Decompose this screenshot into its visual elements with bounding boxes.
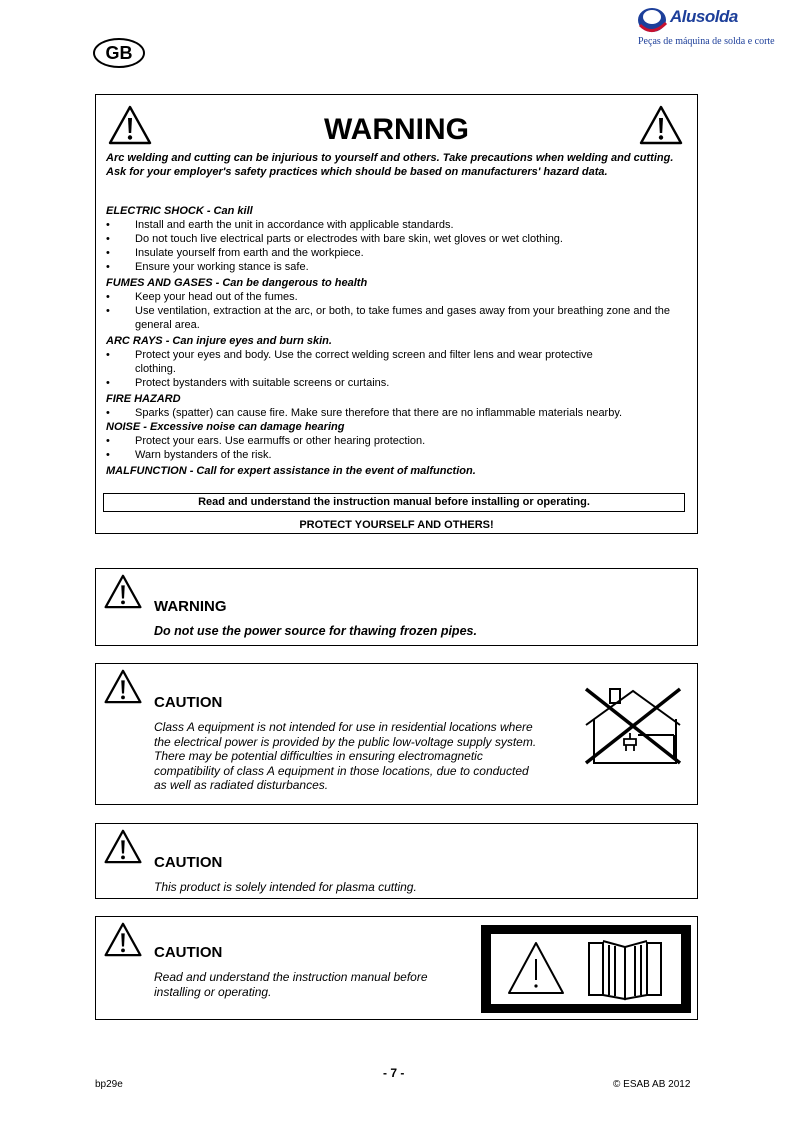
read-manual-banner: Read and understand the instruction manual before installing or operating. bbox=[103, 493, 685, 512]
list-item: • Use ventilation, extraction at the arc, or both, to take fumes and gases away from your breathing zone and the general area. bbox=[106, 304, 691, 332]
warning-triangle-icon bbox=[103, 668, 143, 705]
warning-triangle-icon bbox=[103, 573, 143, 610]
plasma-caution-text: This product is solely intended for plasma cutting. bbox=[154, 880, 417, 894]
list-item: • Sparks (spatter) can cause fire. Make sure therefore that there are no inflammable materials nearby. bbox=[106, 406, 691, 420]
section-heading: NOISE - Excessive noise can damage hearing bbox=[106, 421, 345, 433]
pipes-warning-text: Do not use the power source for thawing frozen pipes. bbox=[154, 624, 477, 638]
logo-subtitle: Peças de máquina de solda e corte bbox=[638, 36, 775, 47]
text-line: Class A equipment is not intended for use in residential locations where bbox=[154, 720, 533, 734]
list-item: • Warn bystanders of the risk. bbox=[106, 448, 691, 462]
malfunction-note: MALFUNCTION - Call for expert assistance in the event of malfunction. bbox=[106, 465, 476, 477]
read-manual-pictogram-icon bbox=[481, 925, 691, 1013]
section-heading: ARC RAYS - Can injure eyes and burn skin. bbox=[106, 335, 332, 347]
text-line: installing or operating. bbox=[154, 984, 272, 999]
section-heading: FUMES AND GASES - Can be dangerous to health bbox=[106, 277, 368, 289]
text-line: compatibility of class A equipment in those locations, due to conducted bbox=[154, 763, 529, 778]
list-item: • Do not touch live electrical parts or electrodes with bare skin, wet gloves or wet clothing. bbox=[106, 232, 691, 246]
warning-intro: Arc welding and cutting can be injurious to yourself and others. Take precautions when welding and cutting. Ask for your employer's safety practices which should be based on manufacturers' hazard data. bbox=[106, 152, 674, 178]
list-item: • Protect your eyes and body. Use the correct welding screen and filter lens and wear protective clothing. bbox=[106, 348, 691, 376]
list-item: • Install and earth the unit in accordance with applicable standards. bbox=[106, 218, 691, 232]
list-item: • Keep your head out of the fumes. bbox=[106, 290, 691, 304]
pipes-warning-title: WARNING bbox=[154, 598, 227, 615]
list-item: • Protect bystanders with suitable screens or curtains. bbox=[106, 376, 691, 390]
copyright: © ESAB AB 2012 bbox=[613, 1079, 691, 1090]
class-a-caution-title: CAUTION bbox=[154, 694, 223, 711]
text-line: There may be potential difficulties in ensuring electromagnetic bbox=[154, 749, 483, 763]
list-item: • Protect your ears. Use earmuffs or other hearing protection. bbox=[106, 434, 691, 448]
list-item: • Ensure your working stance is safe. bbox=[106, 260, 691, 274]
manual-caution-title: CAUTION bbox=[154, 944, 223, 961]
text-line: the electrical power is provided by the public low-voltage supply system. bbox=[154, 734, 537, 749]
hazard-sections bbox=[106, 204, 691, 478]
logo-text: Alusolda bbox=[670, 7, 738, 26]
section-heading: ELECTRIC SHOCK - Can kill bbox=[106, 205, 253, 217]
text-line: Read and understand the instruction manual before bbox=[154, 970, 428, 984]
plasma-caution-title: CAUTION bbox=[154, 854, 223, 871]
no-residential-use-icon bbox=[582, 685, 684, 767]
section-heading: FIRE HAZARD bbox=[106, 393, 181, 405]
language-badge: GB bbox=[93, 38, 145, 68]
doc-code: bp29e bbox=[95, 1079, 123, 1090]
warning-triangle-icon bbox=[103, 921, 143, 958]
text-line: as well as radiated disturbances. bbox=[154, 778, 329, 792]
class-a-caution-text bbox=[154, 720, 584, 793]
manual-caution-text bbox=[154, 970, 474, 999]
page-number: - 7 - bbox=[383, 1066, 405, 1080]
warning-title: WARNING bbox=[324, 113, 469, 146]
warning-triangle-icon bbox=[103, 828, 143, 865]
protect-banner: PROTECT YOURSELF AND OTHERS! bbox=[299, 519, 494, 531]
list-item: • Insulate yourself from earth and the workpiece. bbox=[106, 246, 691, 260]
